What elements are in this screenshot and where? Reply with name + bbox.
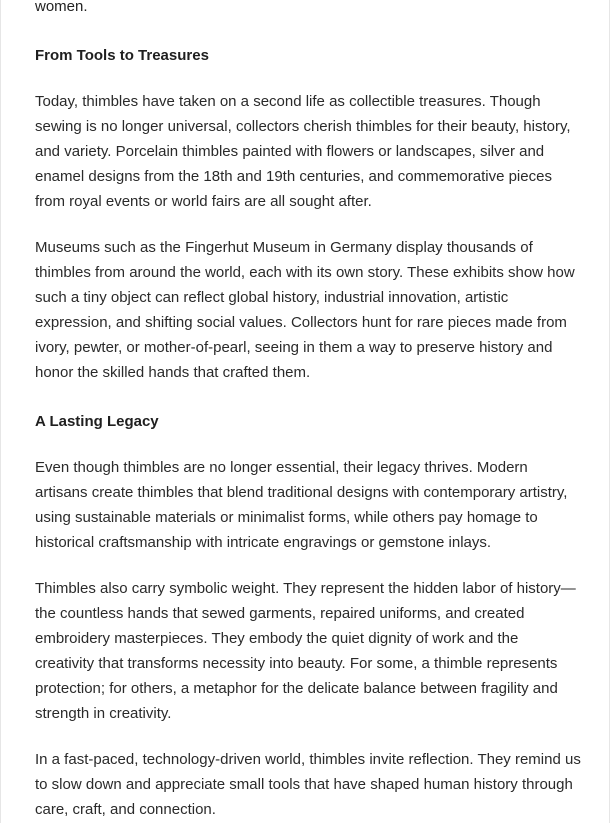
section-from-tools-to-treasures [35,43,581,385]
intro-paragraph-tail: women. [35,0,88,15]
paragraph: Museums such as the Fingerhut Museum in Germany display thousands of thimbles from around the world, each with its own story. These exhibits show how such a tiny object can reflect global history, industrial innovation, artistic expression, and shifting social values. Collectors hunt for rare pieces made from ivory, pewter, or mother-of-pearl, seeing in them a way to preserve history and honor the skilled hands that crafted them. [35,239,575,381]
paragraph: Today, thimbles have taken on a second life as collectible treasures. Though sewing is no longer universal, collectors cherish thimbles for their beauty, history, and variety. Porcelain thimbles painted with flowers or landscapes, silver and enamel designs from the 18th and 19th centuries, and commemorative pieces from royal events or world fairs are all sought after. [35,93,571,210]
article-content [35,0,581,822]
paragraph: Thimbles also carry symbolic weight. They represent the hidden labor of history—the countless hands that sewed garments, repaired uniforms, and created embroidery masterpieces. They embody the quiet dignity of work and the creativity that transforms necessity into beauty. For some, a thimble represents protection; for others, a metaphor for the delicate balance between fragility and strength in creativity. [35,580,576,722]
paragraph: In a fast-paced, technology-driven world, thimbles invite reflection. They remind us to slow down and appreciate small tools that have shaped human history through care, craft, and connection. [35,751,581,818]
paragraph: Even though thimbles are no longer essential, their legacy thrives. Modern artisans create thimbles that blend traditional designs with contemporary artistry, using sustainable materials or minimalist forms, while others pay homage to historical craftsmanship with intricate engravings or gemstone inlays. [35,459,568,551]
section-a-lasting-legacy [35,409,581,822]
section-heading: A Lasting Legacy [35,413,159,430]
section-heading: From Tools to Treasures [35,47,209,64]
